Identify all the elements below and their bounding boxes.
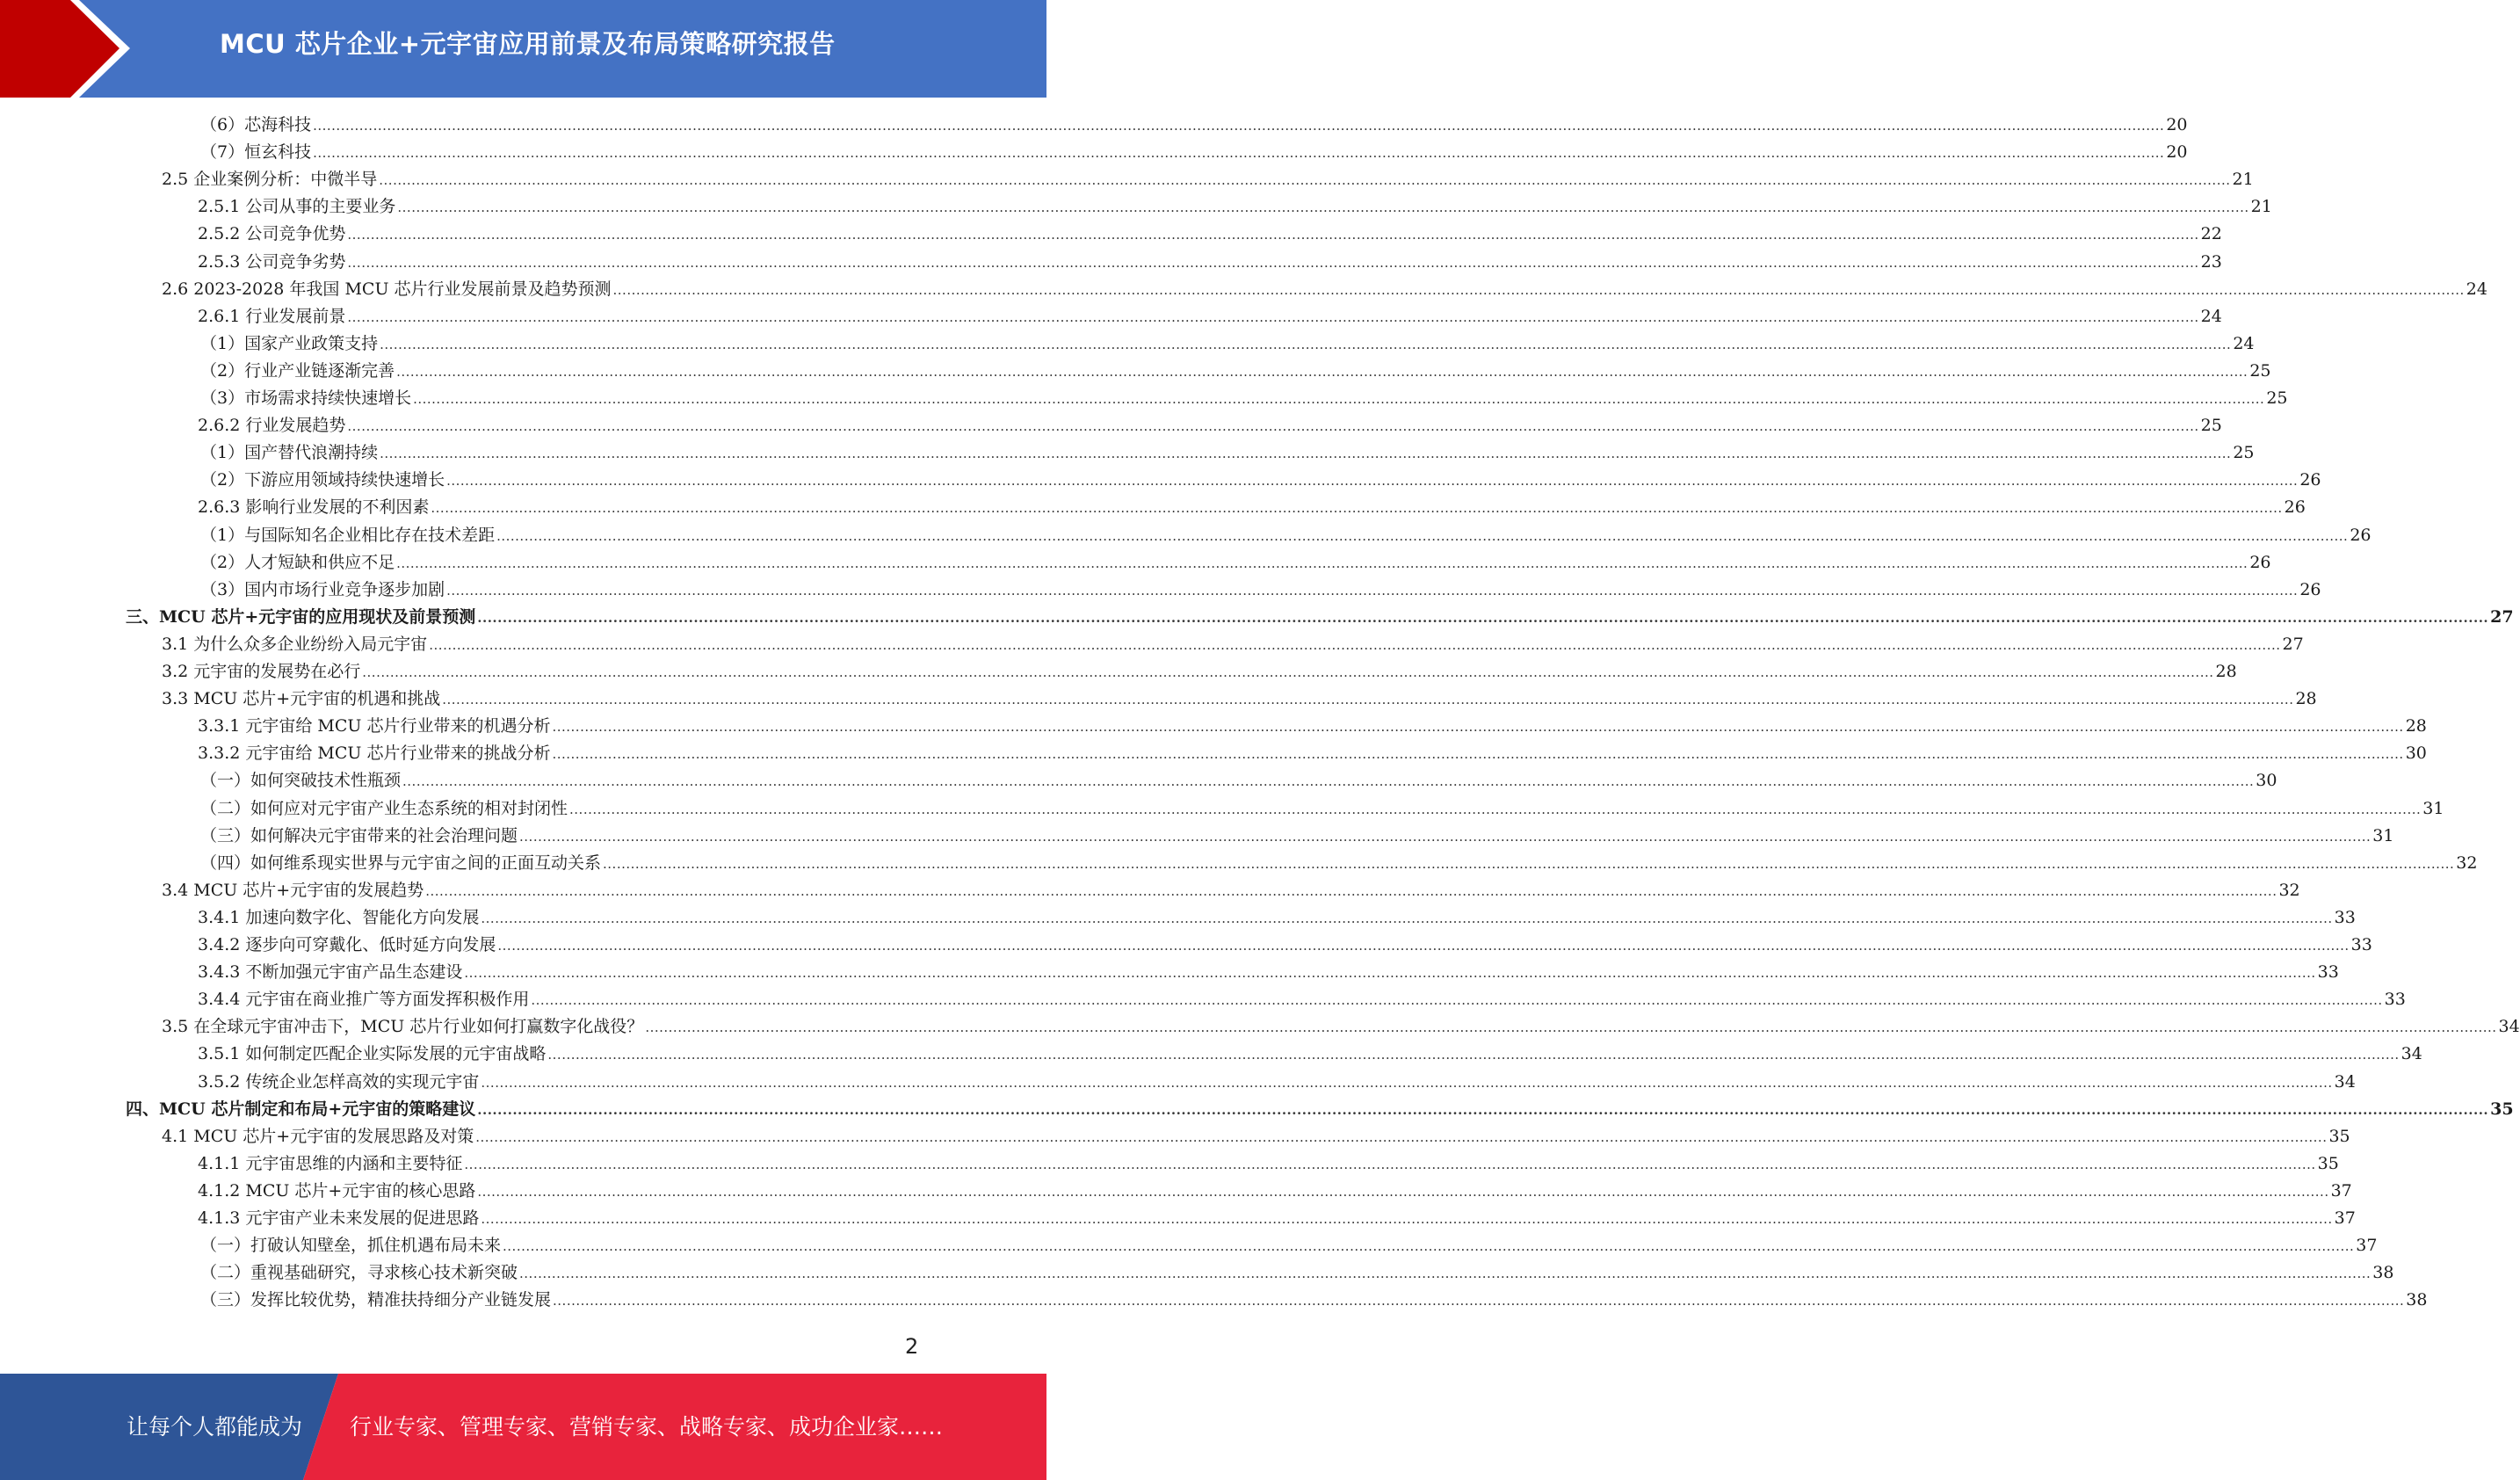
toc-leader-dots: ................................................................................................................................................................................................................................................................................................................................................................................................................: [429, 636, 2281, 653]
toc-entry[interactable]: [198, 932, 2372, 959]
toc-leader-dots: ................................................................................................................................................................................................................................................................................................................................................................................................................: [413, 391, 2265, 407]
toc-entry[interactable]: [200, 385, 2288, 412]
toc-entry-title: 3.4.1 加速向数字化、智能化方向发展: [198, 907, 480, 927]
toc-entry[interactable]: [200, 358, 2271, 385]
toc-entry[interactable]: [198, 1205, 2356, 1232]
toc-leader-dots: ................................................................................................................................................................................................................................................................................................................................................................................................................: [446, 473, 2299, 490]
toc-entry-page: 24: [2466, 279, 2487, 299]
toc-entry-page: 35: [2317, 1153, 2339, 1173]
toc-entry-title: 4.1.3 元宇宙产业未来发展的促进思路: [198, 1208, 480, 1228]
toc-leader-dots: ................................................................................................................................................................................................................................................................................................................................................................................................................: [442, 692, 2294, 708]
toc-entry-title: （7）恒玄科技: [200, 142, 312, 163]
toc-entry-title: （二）如何应对元宇宙产业生态系统的相对封闭性: [200, 798, 568, 818]
toc-entry[interactable]: [198, 904, 2356, 932]
toc-entry[interactable]: [198, 412, 2222, 439]
toc-entry-title: 3.3 MCU 芯片+元宇宙的机遇和挑战: [162, 689, 441, 709]
toc-entry[interactable]: [162, 877, 2300, 904]
toc-entry-page: 24: [2200, 306, 2222, 326]
toc-entry-page: 26: [2249, 552, 2271, 572]
header-chevron-icon: [0, 0, 141, 98]
footer-slogan-right: 行业专家、管理专家、营销专家、战略专家、成功企业家……: [350, 1414, 944, 1440]
toc-entry-page: 34: [2334, 1071, 2356, 1092]
toc-entry-title: （1）与国际知名企业相比存在技术差距: [200, 525, 496, 545]
toc-leader-dots: ................................................................................................................................................................................................................................................................................................................................................................................................................: [396, 555, 2248, 571]
toc-entry-title: 2.6.2 行业发展趋势: [198, 416, 346, 436]
toc-entry[interactable]: [198, 221, 2222, 248]
toc-entry-page: 31: [2422, 798, 2444, 818]
toc-leader-dots: ................................................................................................................................................................................................................................................................................................................................................................................................................: [497, 938, 2350, 954]
toc-leader-dots: ................................................................................................................................................................................................................................................................................................................................................................................................................: [547, 1047, 2400, 1063]
toc-entry-title: （6）芯海科技: [200, 115, 312, 134]
toc-entry-page: 38: [2406, 1290, 2428, 1310]
toc-entry-page: 37: [2334, 1208, 2356, 1228]
toc-entry-title: （3）国内市场行业竞争逐步加剧: [200, 579, 445, 599]
toc-leader-dots: ................................................................................................................................................................................................................................................................................................................................................................................................................: [446, 582, 2299, 599]
toc-entry-title: 2.5.1 公司从事的主要业务: [198, 197, 396, 217]
page-number: 2: [905, 1334, 919, 1359]
toc-entry-page: 24: [2233, 333, 2255, 353]
toc-leader-dots: ................................................................................................................................................................................................................................................................................................................................................................................................................: [503, 1238, 2355, 1255]
toc-entry[interactable]: [198, 713, 2427, 740]
toc-entry-page: 26: [2299, 470, 2321, 490]
toc-entry-page: 22: [2200, 224, 2222, 244]
toc-entry-page: 34: [2498, 1017, 2520, 1037]
toc-leader-dots: ................................................................................................................................................................................................................................................................................................................................................................................................................: [481, 910, 2333, 926]
toc-entry-title: （一）如何突破技术性瓶颈: [200, 771, 402, 791]
toc-leader-dots: ................................................................................................................................................................................................................................................................................................................................................................................................................: [313, 145, 2165, 162]
toc-entry-page: 28: [2405, 716, 2427, 736]
toc-leader-dots: ................................................................................................................................................................................................................................................................................................................................................................................................................: [379, 172, 2231, 189]
toc-leader-dots: ................................................................................................................................................................................................................................................................................................................................................................................................................: [645, 1019, 2497, 1036]
report-title: MCU 芯片企业+元宇宙应用前景及布局策略研究报告: [220, 29, 836, 59]
toc-entry-title: 3.4.2 逐步向可穿戴化、低时延方向发展: [198, 935, 496, 954]
toc-entry-title: 2.5.2 公司竞争优势: [198, 224, 346, 244]
toc-entry[interactable]: [200, 112, 2188, 139]
toc-entry-title: 4.1.2 MCU 芯片+元宇宙的核心思路: [198, 1180, 476, 1201]
toc-entry-page: 31: [2372, 825, 2394, 845]
toc-entry[interactable]: [162, 166, 2254, 193]
toc-entry-page: 35: [2328, 1126, 2350, 1146]
toc-entry[interactable]: [126, 1096, 2514, 1123]
toc-entry[interactable]: [198, 740, 2427, 767]
toc-entry-title: （三）发挥比较优势，精准扶持细分产业链发展: [200, 1290, 552, 1310]
toc-entry-title: 四、MCU 芯片制定和布局+元宇宙的策略建议: [126, 1099, 476, 1119]
toc-entry[interactable]: [198, 494, 2306, 521]
toc-leader-dots: ................................................................................................................................................................................................................................................................................................................................................................................................................: [519, 1266, 2372, 1282]
toc-entry-title: （1）国家产业政策支持: [200, 333, 379, 353]
toc-entry-page: 33: [2317, 962, 2339, 983]
toc-leader-dots: ................................................................................................................................................................................................................................................................................................................................................................................................................: [481, 1211, 2333, 1227]
toc-entry-page: 25: [2266, 388, 2288, 408]
toc-leader-dots: ................................................................................................................................................................................................................................................................................................................................................................................................................: [477, 1183, 2329, 1200]
toc-entry[interactable]: [200, 522, 2372, 549]
toc-entry-page: 35: [2490, 1099, 2514, 1119]
toc-entry[interactable]: [200, 549, 2271, 577]
toc-leader-dots: ................................................................................................................................................................................................................................................................................................................................................................................................................: [569, 801, 2422, 817]
toc-entry-title: 3.2 元宇宙的发展势在必行: [162, 662, 361, 681]
toc-entry[interactable]: [200, 330, 2255, 358]
toc-leader-dots: ................................................................................................................................................................................................................................................................................................................................................................................................................: [481, 1074, 2333, 1091]
toc-leader-dots: ................................................................................................................................................................................................................................................................................................................................................................................................................: [603, 855, 2455, 872]
toc-leader-dots: ................................................................................................................................................................................................................................................................................................................................................................................................................: [496, 527, 2349, 544]
toc-entry[interactable]: [198, 1150, 2339, 1178]
toc-leader-dots: ................................................................................................................................................................................................................................................................................................................................................................................................................: [552, 719, 2404, 736]
toc-entry-title: 2.6 2023-2028 年我国 MCU 芯片行业发展前景及趋势预测: [162, 279, 612, 299]
toc-leader-dots: ................................................................................................................................................................................................................................................................................................................................................................................................................: [531, 992, 2383, 1009]
toc-entry[interactable]: [162, 686, 2317, 713]
toc-entry-title: （二）重视基础研究，寻求核心技术新突破: [200, 1263, 518, 1283]
toc-entry[interactable]: [200, 1232, 2378, 1259]
toc-leader-dots: ................................................................................................................................................................................................................................................................................................................................................................................................................: [553, 1293, 2405, 1310]
toc-entry[interactable]: [200, 850, 2478, 877]
toc-entry-title: （三）如何解决元宇宙带来的社会治理问题: [200, 825, 518, 845]
toc-entry-page: 28: [2295, 689, 2317, 709]
toc-entry-page: 26: [2299, 579, 2321, 599]
toc-entry[interactable]: [162, 1013, 2520, 1041]
toc-entry-page: 28: [2215, 662, 2237, 681]
toc-entry[interactable]: [162, 1123, 2350, 1150]
toc-entry-title: 三、MCU 芯片+元宇宙的应用现状及前景预测: [126, 606, 476, 627]
toc-leader-dots: ................................................................................................................................................................................................................................................................................................................................................................................................................: [347, 254, 2199, 271]
toc-entry[interactable]: [198, 249, 2222, 276]
toc-entry-page: 26: [2350, 525, 2372, 545]
toc-leader-dots: ................................................................................................................................................................................................................................................................................................................................................................................................................: [396, 363, 2248, 380]
toc-entry-page: 26: [2284, 497, 2306, 518]
toc-entry[interactable]: [198, 959, 2339, 986]
toc-entry-title: 4.1 MCU 芯片+元宇宙的发展思路及对策: [162, 1126, 474, 1146]
toc-entry-title: （一）打破认知壁垒，抓住机遇布局未来: [200, 1236, 502, 1256]
toc-leader-dots: ................................................................................................................................................................................................................................................................................................................................................................................................................: [477, 609, 2489, 626]
toc-entry-title: 3.1 为什么众多企业纷纷入局元宇宙: [162, 634, 428, 654]
toc-entry-page: 25: [2249, 360, 2271, 381]
toc-leader-dots: ................................................................................................................................................................................................................................................................................................................................................................................................................: [313, 118, 2165, 134]
toc-entry-title: （四）如何维系现实世界与元宇宙之间的正面互动关系: [200, 852, 602, 873]
toc-entry-title: 3.4.3 不断加强元宇宙产品生态建设: [198, 962, 463, 983]
toc-leader-dots: ................................................................................................................................................................................................................................................................................................................................................................................................................: [519, 828, 2372, 845]
toc-entry-title: （2）人才短缺和供应不足: [200, 552, 395, 572]
toc-entry-title: 2.6.3 影响行业发展的不利因素: [198, 497, 430, 518]
toc-leader-dots: ................................................................................................................................................................................................................................................................................................................................................................................................................: [612, 281, 2465, 298]
toc-entry[interactable]: [162, 658, 2237, 686]
toc-entry-page: 21: [2232, 170, 2254, 190]
toc-entry-title: 2.6.1 行业发展前景: [198, 306, 346, 326]
toc-entry-page: 37: [2356, 1236, 2378, 1256]
toc-entry[interactable]: [198, 1178, 2352, 1205]
toc-entry[interactable]: [126, 604, 2514, 631]
toc-leader-dots: ................................................................................................................................................................................................................................................................................................................................................................................................................: [425, 882, 2277, 899]
toc-entry[interactable]: [200, 795, 2444, 823]
toc-leader-dots: ................................................................................................................................................................................................................................................................................................................................................................................................................: [362, 664, 2214, 680]
toc-entry[interactable]: [200, 439, 2255, 467]
toc-entry-title: （2）行业产业链逐渐完善: [200, 360, 395, 381]
toc-entry-title: 2.5 企业案例分析：中微半导: [162, 170, 378, 190]
toc-entry[interactable]: [198, 193, 2272, 221]
toc-entry-page: 21: [2250, 197, 2272, 217]
toc-leader-dots: ................................................................................................................................................................................................................................................................................................................................................................................................................: [397, 200, 2249, 216]
toc-entry[interactable]: [198, 1041, 2422, 1068]
toc-entry-title: 3.3.1 元宇宙给 MCU 芯片行业带来的机遇分析: [198, 716, 551, 736]
toc-entry-title: （3）市场需求持续快速增长: [200, 388, 412, 408]
footer-slogan-left: 让每个人都能成为: [127, 1414, 303, 1440]
toc-entry-page: 33: [2334, 907, 2356, 927]
toc-entry-page: 33: [2350, 935, 2372, 954]
toc-entry-title: 4.1.1 元宇宙思维的内涵和主要特征: [198, 1153, 463, 1173]
toc-entry-title: 3.5 在全球元宇宙冲击下，MCU 芯片行业如何打赢数字化战役？: [162, 1017, 644, 1037]
toc-entry-page: 20: [2166, 115, 2188, 134]
toc-entry-page: 32: [2278, 880, 2300, 900]
toc-entry-page: 27: [2282, 634, 2304, 654]
toc-entry-page: 37: [2330, 1180, 2352, 1201]
toc-entry-title: 3.5.1 如何制定匹配企业实际发展的元宇宙战略: [198, 1044, 547, 1064]
toc-entry-title: 3.3.2 元宇宙给 MCU 芯片行业带来的挑战分析: [198, 744, 551, 764]
toc-entry-title: （2）下游应用领域持续快速增长: [200, 470, 445, 490]
page-header: [0, 0, 1046, 98]
toc-leader-dots: ................................................................................................................................................................................................................................................................................................................................................................................................................: [475, 1128, 2328, 1145]
toc-leader-dots: ................................................................................................................................................................................................................................................................................................................................................................................................................: [431, 500, 2283, 517]
toc-entry-title: 2.5.3 公司竞争劣势: [198, 251, 346, 272]
toc-leader-dots: ................................................................................................................................................................................................................................................................................................................................................................................................................: [347, 418, 2199, 435]
toc-entry[interactable]: [198, 1069, 2356, 1096]
toc-leader-dots: ................................................................................................................................................................................................................................................................................................................................................................................................................: [402, 773, 2255, 790]
toc-entry-page: 25: [2233, 443, 2255, 463]
toc-entry[interactable]: [198, 986, 2406, 1013]
toc-leader-dots: ................................................................................................................................................................................................................................................................................................................................................................................................................: [464, 1156, 2316, 1172]
toc-entry-title: 3.4.4 元宇宙在商业推广等方面发挥积极作用: [198, 990, 530, 1010]
toc-entry-title: 3.4 MCU 芯片+元宇宙的发展趋势: [162, 880, 424, 900]
toc-leader-dots: ................................................................................................................................................................................................................................................................................................................................................................................................................: [464, 965, 2316, 982]
toc-leader-dots: ................................................................................................................................................................................................................................................................................................................................................................................................................: [380, 446, 2232, 462]
toc-entry-page: 20: [2166, 142, 2188, 163]
toc-entry[interactable]: [200, 467, 2321, 494]
toc-entry[interactable]: [162, 631, 2304, 658]
toc-entry-page: 23: [2200, 251, 2222, 272]
toc-entry-title: 3.5.2 传统企业怎样高效的实现元宇宙: [198, 1071, 480, 1092]
toc-entry[interactable]: [200, 1287, 2428, 1314]
toc-entry-page: 32: [2456, 852, 2478, 873]
toc-entry[interactable]: [200, 823, 2394, 850]
toc-entry-page: 38: [2372, 1263, 2394, 1283]
toc-entry-page: 34: [2401, 1044, 2422, 1064]
toc-entry-title: （1）国产替代浪潮持续: [200, 443, 379, 463]
toc-entry-page: 25: [2200, 416, 2222, 436]
toc-entry[interactable]: [200, 767, 2277, 794]
toc-leader-dots: ................................................................................................................................................................................................................................................................................................................................................................................................................: [347, 227, 2199, 243]
toc-leader-dots: ................................................................................................................................................................................................................................................................................................................................................................................................................: [380, 336, 2232, 352]
toc-entry[interactable]: [200, 1259, 2394, 1287]
toc-entry-page: 30: [2256, 771, 2277, 791]
toc-entry[interactable]: [198, 303, 2222, 330]
toc-leader-dots: ................................................................................................................................................................................................................................................................................................................................................................................................................: [347, 308, 2199, 325]
page-footer: [0, 1374, 1046, 1480]
toc-entry[interactable]: [162, 276, 2487, 303]
toc-entry[interactable]: [200, 139, 2188, 166]
toc-entry-page: 30: [2405, 744, 2427, 764]
toc-leader-dots: ................................................................................................................................................................................................................................................................................................................................................................................................................: [552, 746, 2404, 763]
toc-entry[interactable]: [200, 577, 2321, 604]
toc-entry-page: 27: [2490, 606, 2514, 627]
toc-leader-dots: ................................................................................................................................................................................................................................................................................................................................................................................................................: [477, 1101, 2489, 1118]
toc-entry-page: 33: [2384, 990, 2406, 1010]
